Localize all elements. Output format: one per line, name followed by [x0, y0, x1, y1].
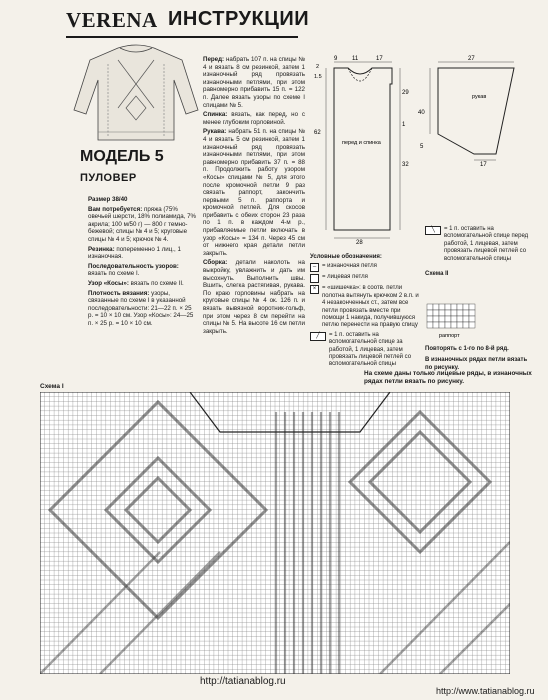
size-label: Размер 38/40	[88, 196, 128, 203]
dim-left-2: 2	[316, 64, 320, 70]
piece-label: перед и спинка	[342, 140, 381, 146]
materials-text: пряжа (75% овечьей шерсти, 18% полиамида, 7% акрила; 100 м/50 г) — 800 г темно-бежевой; спицы № 4 и 5; круговые спицы № 4 и 5; крючок № 4.	[88, 205, 197, 243]
dim-top-1: 9	[334, 56, 338, 62]
dim-left-1: 62	[314, 130, 321, 136]
header-rule	[66, 36, 298, 38]
rapport-label: раппорт	[439, 333, 460, 338]
scheme2-chart	[425, 302, 485, 338]
materials-column	[88, 196, 198, 330]
ribbing-text: попеременно 1 лиц., 1 изнаночная.	[88, 245, 181, 261]
watermark-center: http://tatianablog.ru	[200, 676, 286, 687]
legend-bobble: = «шишечка»: в соотв. петли полотна вытянуть крючком 2 в.п. и 4 незаконченных ст., затем все петли провязать вместе при помощи 1 накида, получившуюся петлю перенести на правую спицу	[322, 285, 419, 329]
sequence-label: Последовательность узоров:	[88, 262, 179, 270]
purl-note: В изнаночных рядах петли вязать по рисунку.	[425, 357, 528, 371]
materials-label: Вам потребуется:	[88, 205, 143, 213]
dim-right-3: 32	[402, 162, 409, 168]
dim-left-3: 1.5	[314, 74, 322, 80]
bobble-symbol-icon	[310, 285, 319, 294]
sequence-text: вязать по схеме I.	[88, 270, 140, 278]
legend-purl: = изнаночная петля	[322, 263, 377, 270]
sleeve-length-dim: 40	[418, 110, 425, 116]
front-label: Перед:	[203, 56, 225, 63]
sleeve-label: рукав	[472, 94, 487, 100]
cable-front-symbol-icon: ╲	[425, 226, 441, 235]
knit-symbol-icon	[310, 274, 319, 283]
dim-right-1: 29	[402, 90, 409, 96]
watermark-right: http://www.tatianablog.ru	[436, 686, 535, 696]
sleeve-schematic	[418, 54, 522, 166]
legend-cable-back: = 1 п. оставить на вспомогательной спице за работой, 1 лицевая, затем провязать лицевой петлей со вспомогательной спицы	[329, 331, 412, 368]
page-title: ИНСТРУКЦИИ	[168, 8, 310, 30]
repeat-note: Повторять с 1-го по 8-й ряд.	[425, 346, 509, 352]
legend-title: Условные обозначения:	[310, 254, 382, 260]
density-text: узоры, связанные по схеме I в указанной последовательности: 21—22 п. × 25 р. = 10 × 10 см. Узор «Косы»: 24—25 п. × 25 р. = 10 × 10 см.	[88, 289, 194, 327]
brand-logo: VERENA	[66, 8, 158, 32]
sleeves-label: Рукава:	[203, 128, 227, 136]
front-text: набрать 107 п. на спицы № 4 и вязать 8 см резинкой, затем 1 изнаночный ряд провязать изнаночными петлями, при этом равномерно прибавить 15 п. = 122 п. Далее вязать узоры по схеме I спицами № 5.	[203, 56, 305, 109]
scheme2-column	[425, 226, 535, 280]
sleeve-top-dim: 27	[468, 56, 475, 62]
scheme1-chart	[40, 392, 510, 674]
scheme2-label: Схема II	[425, 271, 449, 278]
legend-cable-front: = 1 п. оставить на вспомогательной спице перед работой, 1 лицевая, затем провязать лицевой петлей со вспомогательной спицы	[444, 226, 529, 262]
sleeve-cuff-dim: 5	[420, 144, 424, 150]
sleeves-text: набрать 51 п. на спицы № 4 и вязать 5 см резинкой, затем 1 изнаночный ряд провязать изнаночными петлями, при этом равномерно прибавить 37 п. = 88 п. Продолжить работу узором «Косы» спицами № 5, для этого после кромочной петли 9 раз связать раппорт, закончить первыми 5 п. раппорта и кромочной петлей. Для скосов прибавить с обеих сторон 23 раза по 1 п. в каждом 4-м р., прибавляемые петли включать в узор «Косы» = 134 п. Через 45 см от нижнего края детали петли закрыть.	[203, 128, 305, 257]
density-label: Плотность вязания:	[88, 289, 150, 297]
assembly-label: Сборка:	[203, 259, 228, 267]
model-subtitle: ПУЛОВЕР	[80, 172, 137, 184]
cables-text: вязать по схеме II.	[130, 279, 184, 287]
sweater-photo	[70, 40, 202, 146]
dim-top-2: 11	[352, 56, 359, 62]
assembly-text: детали наколоть на выкройку, увлажнить и дать им высохнуть. Выполнить швы. Вшить, слегка растягивая, рукава. По краю горловины набрать на круговые спицы № 4 ок. 126 п. и вязать вывязной воротник-гольф, при этом через 8 см перейти на спицы № 5. На высоте 16 см петли закрыть.	[203, 259, 305, 335]
model-title: МОДЕЛЬ 5	[80, 148, 164, 165]
legend-knit: = лицевая петля	[322, 274, 368, 281]
dim-top-3: 17	[376, 56, 383, 62]
scheme-note: На схеме даны только лицевые ряды, в изнаночных рядах петли вязать по рисунку.	[364, 370, 532, 385]
dim-bottom: 28	[356, 240, 363, 246]
sleeve-bottom-dim: 17	[480, 162, 487, 166]
legend	[310, 254, 422, 371]
purl-symbol-icon	[310, 263, 319, 272]
scheme1-label: Схема I	[40, 383, 64, 390]
dim-right-2: 1	[402, 122, 406, 128]
cable-back-symbol-icon: ╱	[310, 332, 326, 341]
back-label: Спинка:	[203, 111, 228, 119]
front-back-schematic	[312, 54, 412, 246]
instructions-column	[203, 56, 305, 337]
cables-label: Узор «Косы»:	[88, 279, 129, 287]
back-text: вязать, как перед, но с менее глубоким горловиной.	[203, 111, 305, 126]
ribbing-label: Резинка:	[88, 245, 115, 253]
